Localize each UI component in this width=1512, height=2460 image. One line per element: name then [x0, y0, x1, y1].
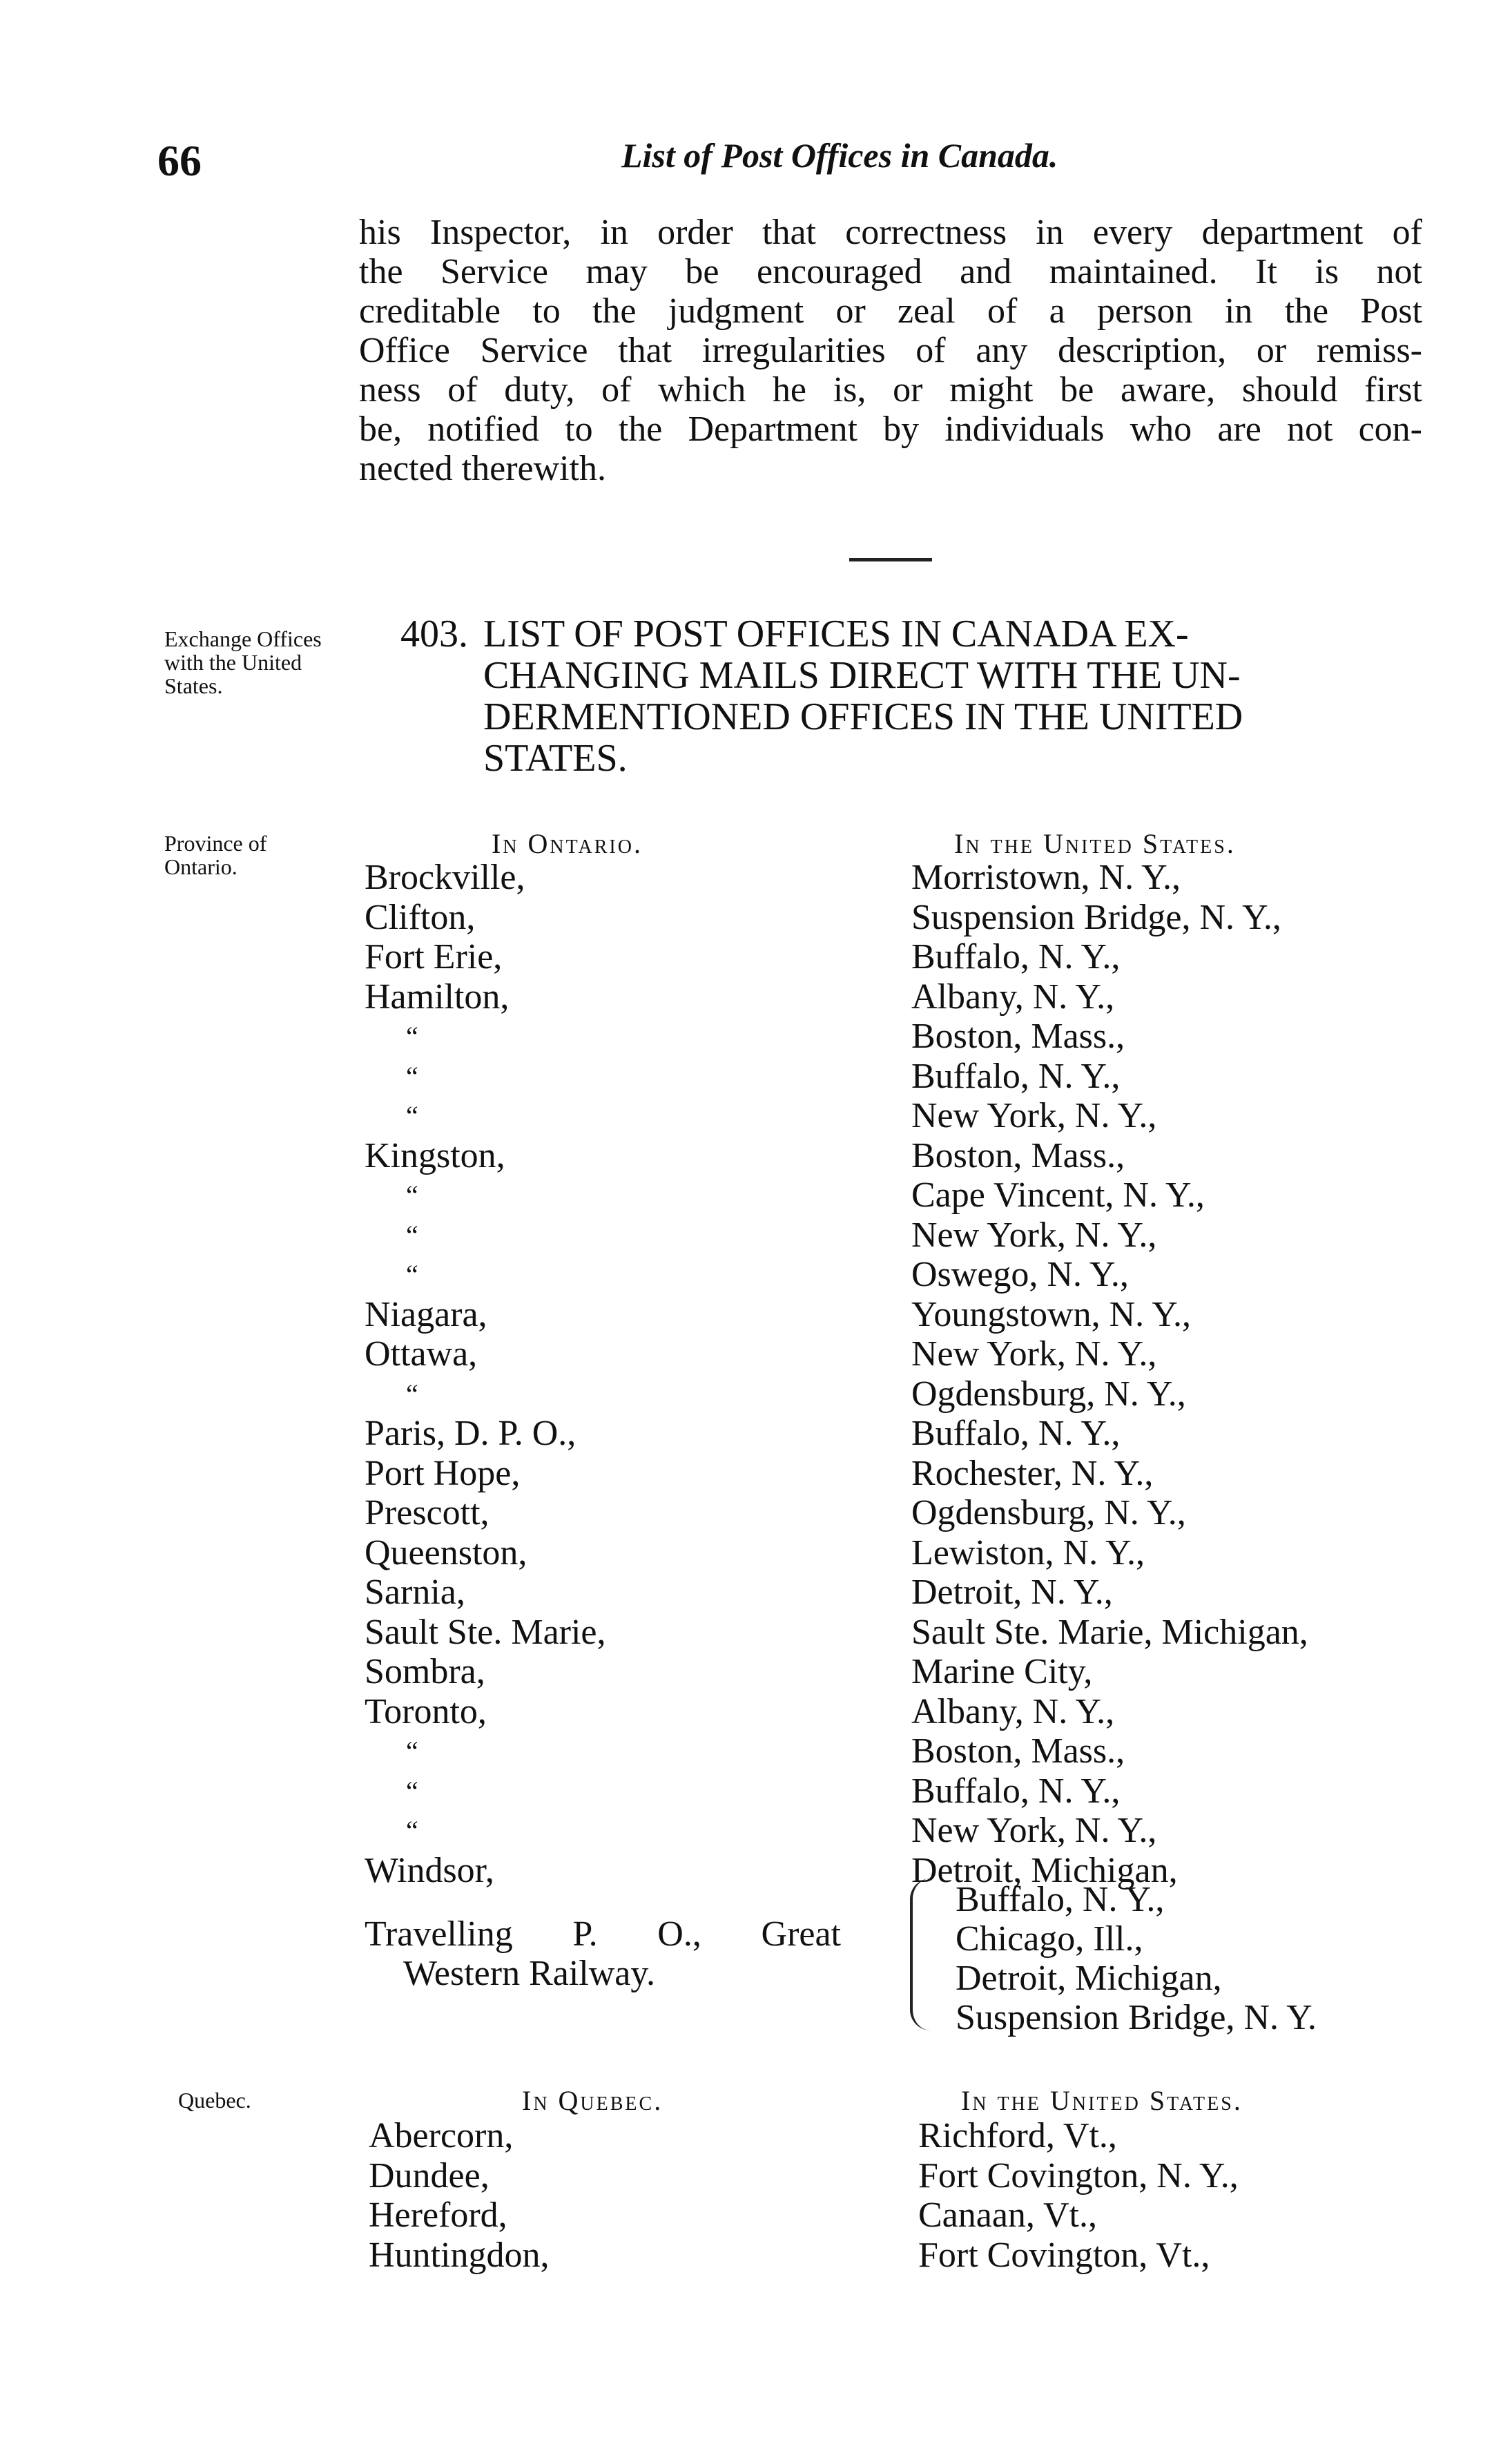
- paragraph-line: ness of duty, of which he is, or might be aware, should first: [359, 370, 1422, 410]
- travelling-line: Travelling P. O., Great: [365, 1914, 841, 1954]
- us-office-list: [911, 858, 1308, 1890]
- list-item: Ogdensburg, N. Y.,: [911, 1493, 1186, 1532]
- list-item: Toronto,: [365, 1691, 487, 1731]
- list-item: Boston, Mass.,: [911, 1135, 1125, 1175]
- list-item: Buffalo, N. Y.,: [911, 1771, 1121, 1811]
- heading-line: LIST OF POST OFFICES IN CANADA EX-: [483, 613, 1189, 655]
- travelling-post-office: [365, 1914, 841, 1993]
- list-item: Youngstown, N. Y.,: [911, 1294, 1192, 1334]
- quebec-office-list: [369, 2116, 549, 2275]
- list-item: Hereford,: [369, 2195, 507, 2235]
- page-number: 66: [157, 136, 202, 185]
- list-item: Ottawa,: [365, 1334, 478, 1374]
- list-item: Lewiston, N. Y.,: [911, 1532, 1145, 1573]
- list-item: Rochester, N. Y.,: [911, 1453, 1154, 1493]
- travelling-us-list: [956, 1880, 1317, 2037]
- list-item: Paris, D. P. O.,: [365, 1414, 576, 1453]
- list-item: Sault Ste. Marie, Michigan,: [911, 1612, 1308, 1652]
- list-item: Oswego, N. Y.,: [911, 1255, 1129, 1294]
- list-item: Huntingdon,: [369, 2235, 550, 2275]
- list-item: Albany, N. Y.,: [911, 977, 1115, 1017]
- list-item: Boston, Mass.,: [911, 1017, 1125, 1056]
- list-item: Dundee,: [369, 2155, 490, 2195]
- ditto-mark: “: [406, 1180, 418, 1211]
- margin-note-exchange: Exchange Offices with the United States.: [164, 626, 322, 698]
- paragraph-line: the Service may be encouraged and maintained. It is not: [359, 252, 1422, 291]
- list-item: Buffalo, N. Y.,: [911, 937, 1121, 977]
- list-item: Brockville,: [365, 858, 525, 897]
- paragraph-line: creditable to the judgment or zeal of a person in the Post: [359, 291, 1422, 331]
- heading-line: DERMENTIONED OFFICES IN THE UNITED: [483, 695, 1243, 738]
- list-item: Boston, Mass.,: [911, 1731, 1125, 1771]
- travelling-line: Western Railway.: [403, 1954, 655, 1993]
- list-item: Fort Covington, Vt.,: [918, 2235, 1210, 2275]
- list-item: Marine City,: [911, 1652, 1093, 1691]
- list-item: Queenston,: [365, 1532, 527, 1573]
- list-item: Kingston,: [365, 1135, 505, 1175]
- list-item: Detroit, N. Y.,: [911, 1573, 1113, 1612]
- body-paragraph: [359, 213, 1422, 488]
- margin-note-ontario: Province of Ontario.: [164, 831, 267, 879]
- paragraph-line: be, notified to the Department by individuals who are not con-: [359, 410, 1422, 449]
- section-heading: [483, 613, 1243, 779]
- list-item: Canaan, Vt.,: [918, 2195, 1097, 2235]
- list-item: New York, N. Y.,: [911, 1096, 1157, 1135]
- ditto-mark: “: [406, 1378, 418, 1410]
- list-item: Fort Erie,: [365, 937, 503, 977]
- list-item: Clifton,: [365, 897, 476, 937]
- list-item: Ogdensburg, N. Y.,: [911, 1374, 1186, 1414]
- list-item: Morristown, N. Y.,: [911, 858, 1181, 897]
- section-number: 403.: [400, 613, 468, 655]
- list-item: Abercorn,: [369, 2116, 514, 2155]
- list-item: Prescott,: [365, 1493, 490, 1532]
- ditto-mark: “: [406, 1775, 418, 1807]
- list-item: Buffalo, N. Y.,: [911, 1056, 1121, 1096]
- list-item: Chicago, Ill.,: [956, 1919, 1143, 1959]
- heading-line: CHANGING MAILS DIRECT WITH THE UN-: [483, 654, 1241, 697]
- ditto-mark: “: [406, 1736, 418, 1767]
- us-column-heading: In the United States.: [954, 828, 1236, 859]
- brace-icon: [910, 1878, 954, 2030]
- ditto-mark: “: [406, 1259, 418, 1290]
- paragraph-line: nected therewith.: [359, 449, 607, 488]
- list-item: Hamilton,: [365, 977, 510, 1017]
- list-item: Detroit, Michigan,: [911, 1850, 1178, 1890]
- quebec-column-heading: In Quebec.: [522, 2085, 663, 2116]
- list-item: Fort Covington, N. Y.,: [918, 2155, 1239, 2195]
- quebec-us-office-list: [918, 2116, 1239, 2275]
- list-item: Sarnia,: [365, 1573, 465, 1612]
- ditto-mark: “: [406, 1100, 418, 1131]
- ditto-mark: “: [406, 1219, 418, 1251]
- heading-line: STATES.: [483, 737, 628, 780]
- list-item: Sombra,: [365, 1652, 485, 1691]
- margin-note-quebec: Quebec.: [178, 2088, 251, 2113]
- ontario-column-heading: In Ontario.: [492, 828, 643, 859]
- list-item: Suspension Bridge, N. Y.: [956, 1998, 1317, 2037]
- paragraph-line: his Inspector, in order that correctness in every department of: [359, 213, 1422, 252]
- running-title: List of Post Offices in Canada.: [621, 136, 1058, 175]
- list-item: New York, N. Y.,: [911, 1811, 1157, 1850]
- list-item: Port Hope,: [365, 1453, 521, 1493]
- list-item: Cape Vincent, N. Y.,: [911, 1175, 1205, 1215]
- ditto-mark: “: [406, 1021, 418, 1052]
- paragraph-line: Office Service that irregularities of any description, or remiss-: [359, 331, 1422, 370]
- list-item: New York, N. Y.,: [911, 1334, 1157, 1374]
- list-item: Windsor,: [365, 1850, 494, 1890]
- ontario-office-list: [365, 858, 606, 1890]
- list-item: Albany, N. Y.,: [911, 1691, 1115, 1731]
- list-item: Buffalo, N. Y.,: [911, 1414, 1121, 1453]
- list-item: Buffalo, N. Y.,: [956, 1880, 1165, 1919]
- list-item: Richford, Vt.,: [918, 2116, 1117, 2155]
- ditto-mark: “: [406, 1060, 418, 1092]
- list-item: Sault Ste. Marie,: [365, 1612, 606, 1652]
- list-item: Suspension Bridge, N. Y.,: [911, 897, 1281, 937]
- us-column-heading: In the United States.: [961, 2085, 1243, 2116]
- list-item: Detroit, Michigan,: [956, 1959, 1222, 1998]
- section-divider: [849, 558, 932, 561]
- list-item: Niagara,: [365, 1294, 487, 1334]
- list-item: New York, N. Y.,: [911, 1215, 1157, 1255]
- ditto-mark: “: [406, 1815, 418, 1846]
